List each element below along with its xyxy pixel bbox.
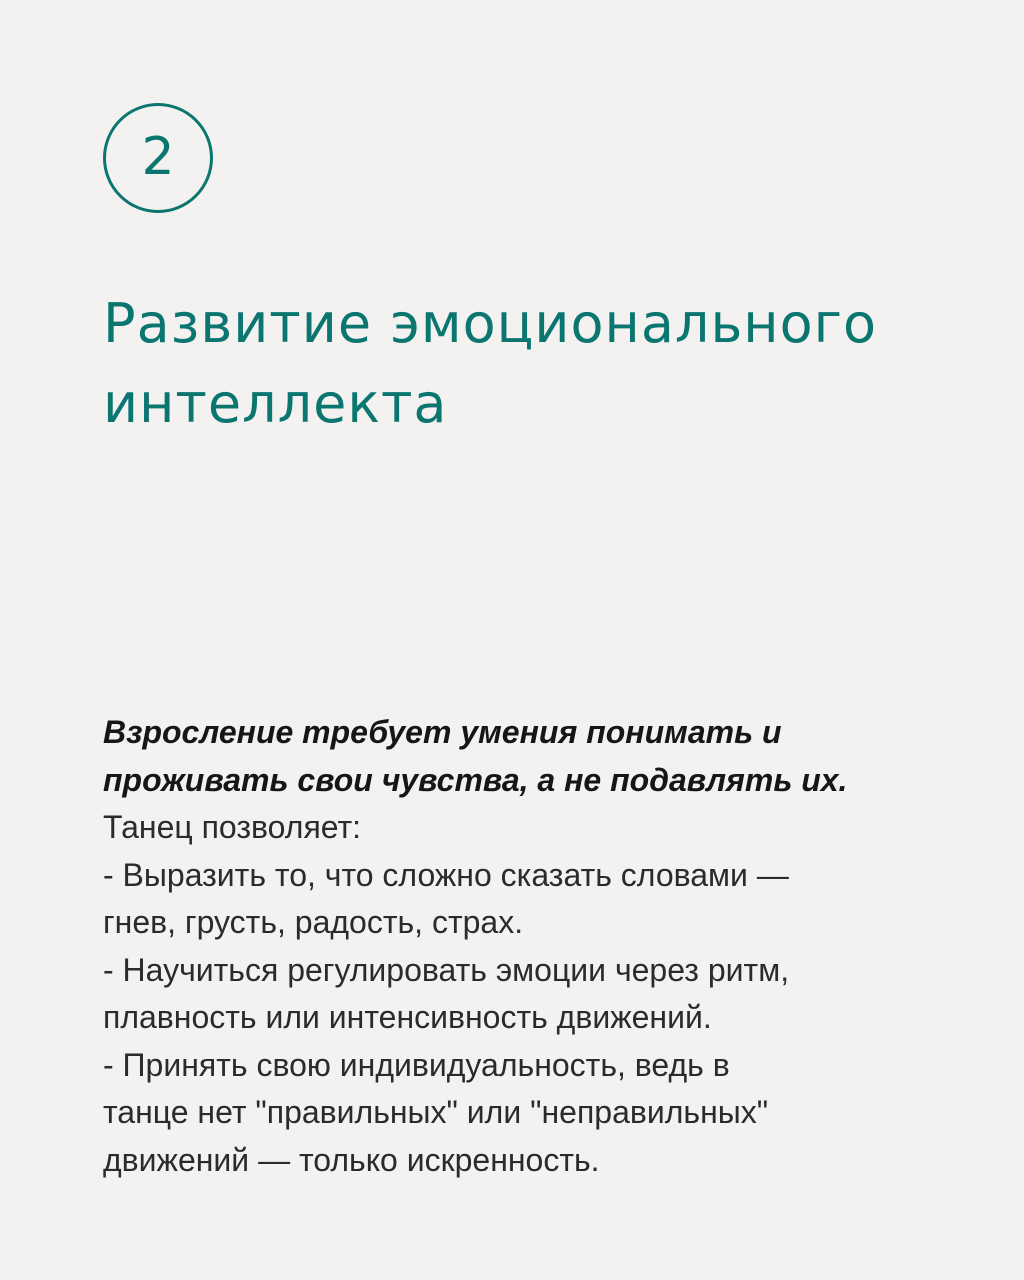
- step-number-badge: [103, 103, 213, 213]
- step-number: 2: [141, 127, 175, 187]
- title-line-1: Развитие эмоционального: [103, 292, 878, 355]
- point-1-line-1: - Выразить то, что сложно сказать словами —: [103, 856, 789, 893]
- intro-text: Танец позволяет:: [103, 809, 362, 845]
- body-text: [103, 709, 963, 1184]
- list-item: [103, 852, 963, 947]
- list-item: [103, 947, 963, 1042]
- point-3-line-2: танце нет "правильных" или "неправильных": [103, 1094, 769, 1130]
- lead-line-2: проживать свои чувства, а не подавлять их.: [103, 761, 848, 798]
- title-line-2: интеллекта: [103, 372, 448, 435]
- lead-line-1: Взросление требует умения понимать и: [103, 714, 782, 750]
- point-1-line-2: гнев, грусть, радость, страх.: [103, 904, 524, 940]
- point-2-line-1: - Научиться регулировать эмоции через ритм,: [103, 951, 790, 988]
- page-title: [103, 284, 963, 444]
- point-3-line-3: движений — только искренность.: [103, 1141, 600, 1178]
- point-3-line-1: - Принять свою индивидуальность, ведь в: [103, 1046, 730, 1083]
- lead-paragraph: [103, 709, 963, 804]
- point-2-line-2: плавность или интенсивность движений.: [103, 999, 712, 1035]
- list-item: [103, 1042, 963, 1185]
